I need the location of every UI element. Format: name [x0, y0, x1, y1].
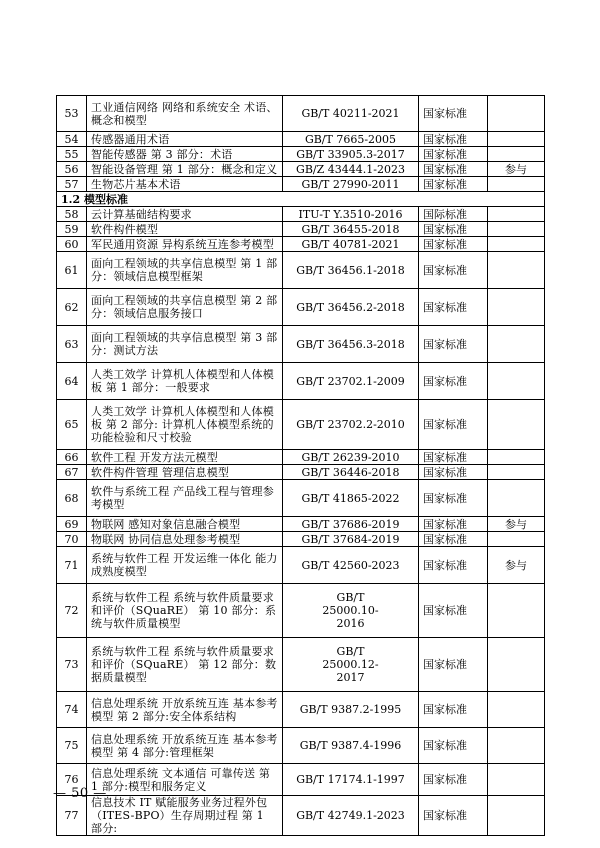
- participation: [488, 177, 545, 192]
- standard-type: 国家标准: [419, 132, 488, 147]
- table-row: [57, 289, 545, 326]
- standard-type: 国家标准: [419, 177, 488, 192]
- participation: [488, 222, 545, 237]
- standard-type: 国家标准: [419, 480, 488, 517]
- standard-code: GB/T 40781-2021: [283, 237, 419, 252]
- section-heading: 1.2 模型标准: [57, 192, 545, 207]
- table-row: [57, 450, 545, 465]
- standard-code: GB/Z 43444.1-2023: [283, 162, 419, 177]
- standard-name: 人类工效学 计算机人体模型和人体模板 第 1 部分：一般要求: [87, 363, 283, 400]
- table-row: [57, 177, 545, 192]
- standard-code: GB/T 42560-2023: [283, 547, 419, 584]
- table-row: [57, 207, 545, 222]
- standard-code: GB/T 36446-2018: [283, 465, 419, 480]
- participation: [488, 132, 545, 147]
- row-number: 53: [57, 96, 87, 132]
- standard-code: GB/T 9387.4-1996: [283, 728, 419, 764]
- standard-type: 国家标准: [419, 252, 488, 289]
- standard-code: GB/T 9387.2-1995: [283, 692, 419, 728]
- participation: [488, 326, 545, 363]
- table-row: [57, 728, 545, 764]
- standard-name: 云计算基础结构要求: [87, 207, 283, 222]
- standard-type: 国家标准: [419, 532, 488, 547]
- standard-type: 国家标准: [419, 363, 488, 400]
- row-number: 61: [57, 252, 87, 289]
- standard-name: 物联网 协同信息处理参考模型: [87, 532, 283, 547]
- standard-name: 信息技术 IT 赋能服务业务过程外包（ITES-BPO）生存周期过程 第 1 部分:: [87, 796, 283, 836]
- table-row: [57, 517, 545, 532]
- table-row: [57, 147, 545, 162]
- standard-type: 国家标准: [419, 400, 488, 450]
- standard-type: 国家标准: [419, 96, 488, 132]
- standard-code: GB/T 26239-2010: [283, 450, 419, 465]
- table-row: [57, 162, 545, 177]
- row-number: 75: [57, 728, 87, 764]
- table-row: [57, 764, 545, 796]
- participation: [488, 796, 545, 836]
- standard-name: 信息处理系统 开放系统互连 基本参考模型 第 2 部分:安全体系结构: [87, 692, 283, 728]
- participation: [488, 237, 545, 252]
- table-row: [57, 237, 545, 252]
- standard-type: 国家标准: [419, 162, 488, 177]
- standard-name: 生物芯片基本术语: [87, 177, 283, 192]
- row-number: 60: [57, 237, 87, 252]
- row-number: 65: [57, 400, 87, 450]
- row-number: 76: [57, 764, 87, 796]
- standard-code: GB/T 36456.2-2018: [283, 289, 419, 326]
- standard-code: GB/T 23702.2-2010: [283, 400, 419, 450]
- standard-type: 国家标准: [419, 547, 488, 584]
- table-row: [57, 532, 545, 547]
- standard-type: 国家标准: [419, 450, 488, 465]
- standard-type: 国家标准: [419, 692, 488, 728]
- standard-type: 国家标准: [419, 796, 488, 836]
- standard-name: 信息处理系统 开放系统互连 基本参考模型 第 4 部分:管理框架: [87, 728, 283, 764]
- standard-code: GB/T 33905.3-2017: [283, 147, 419, 162]
- standard-code: GB/T 17174.1-1997: [283, 764, 419, 796]
- participation: [488, 252, 545, 289]
- table-row: [57, 132, 545, 147]
- row-number: 69: [57, 517, 87, 532]
- standard-name: 面向工程领域的共享信息模型 第 1 部分：领域信息模型框架: [87, 252, 283, 289]
- standard-name: 传感器通用术语: [87, 132, 283, 147]
- standard-type: 国家标准: [419, 326, 488, 363]
- row-number: 56: [57, 162, 87, 177]
- standard-type: 国家标准: [419, 222, 488, 237]
- standard-name: 物联网 感知对象信息融合模型: [87, 517, 283, 532]
- standard-name: 工业通信网络 网络和系统安全 术语、概念和模型: [87, 96, 283, 132]
- standard-type: 国家标准: [419, 584, 488, 638]
- row-number: 73: [57, 638, 87, 692]
- row-number: 59: [57, 222, 87, 237]
- row-number: 57: [57, 177, 87, 192]
- standard-name: 面向工程领域的共享信息模型 第 2 部分：领域信息服务接口: [87, 289, 283, 326]
- standard-name: 面向工程领域的共享信息模型 第 3 部分：测试方法: [87, 326, 283, 363]
- standard-type: 国家标准: [419, 764, 488, 796]
- row-number: 62: [57, 289, 87, 326]
- participation: [488, 692, 545, 728]
- participation: [488, 363, 545, 400]
- row-number: 68: [57, 480, 87, 517]
- participation: [488, 465, 545, 480]
- standard-code: GB/T 41865-2022: [283, 480, 419, 517]
- standard-type: 国家标准: [419, 638, 488, 692]
- row-number: 71: [57, 547, 87, 584]
- standard-type: 国际标准: [419, 207, 488, 222]
- table-row: [57, 363, 545, 400]
- table-row: [57, 96, 545, 132]
- participation: [488, 532, 545, 547]
- participation: [488, 96, 545, 132]
- standard-code: GB/T 23702.1-2009: [283, 363, 419, 400]
- standard-name: 软件构件管理 管理信息模型: [87, 465, 283, 480]
- standard-type: 国家标准: [419, 237, 488, 252]
- participation: [488, 289, 545, 326]
- standard-name: 系统与软件工程 系统与软件质量要求和评价（SQuaRE） 第 12 部分：数据质量模型: [87, 638, 283, 692]
- row-number: 74: [57, 692, 87, 728]
- participation: [488, 450, 545, 465]
- row-number: 58: [57, 207, 87, 222]
- standards-table: [56, 95, 545, 836]
- table-row: [57, 222, 545, 237]
- participation: [488, 147, 545, 162]
- standard-name: 信息处理系统 文本通信 可靠传送 第 1 部分:模型和服务定义: [87, 764, 283, 796]
- standard-code: GB/T 36456.3-2018: [283, 326, 419, 363]
- participation: [488, 728, 545, 764]
- standard-code: GB/T 37686-2019: [283, 517, 419, 532]
- participation: [488, 764, 545, 796]
- standard-name: 智能传感器 第 3 部分：术语: [87, 147, 283, 162]
- row-number: 67: [57, 465, 87, 480]
- participation: [488, 207, 545, 222]
- standard-code: GB/T 27990-2011: [283, 177, 419, 192]
- standard-code: GB/T 37684-2019: [283, 532, 419, 547]
- row-number: 54: [57, 132, 87, 147]
- row-number: 63: [57, 326, 87, 363]
- section-heading-row: [57, 192, 545, 207]
- standard-code: GB/T 25000.10-2016: [283, 584, 419, 638]
- standard-type: 国家标准: [419, 289, 488, 326]
- standard-name: 系统与软件工程 开发运维一体化 能力成熟度模型: [87, 547, 283, 584]
- row-number: 72: [57, 584, 87, 638]
- standard-code: GB/T 25000.12-2017: [283, 638, 419, 692]
- standard-type: 国家标准: [419, 147, 488, 162]
- participation: 参与: [488, 517, 545, 532]
- participation: [488, 400, 545, 450]
- standard-code: GB/T 7665-2005: [283, 132, 419, 147]
- participation: [488, 638, 545, 692]
- participation: 参与: [488, 162, 545, 177]
- row-number: 64: [57, 363, 87, 400]
- standard-code: GB/T 36456.1-2018: [283, 252, 419, 289]
- row-number: 70: [57, 532, 87, 547]
- participation: [488, 480, 545, 517]
- standard-name: 智能设备管理 第 1 部分：概念和定义: [87, 162, 283, 177]
- table-row: [57, 326, 545, 363]
- table-row: [57, 252, 545, 289]
- participation: 参与: [488, 547, 545, 584]
- standard-code: GB/T 36455-2018: [283, 222, 419, 237]
- table-row: [57, 584, 545, 638]
- table-row: [57, 480, 545, 517]
- table-row: [57, 547, 545, 584]
- standard-code: ITU-T Y.3510-2016: [283, 207, 419, 222]
- row-number: 55: [57, 147, 87, 162]
- standard-name: 软件构件模型: [87, 222, 283, 237]
- standards-table-body: [57, 96, 545, 836]
- row-number: 66: [57, 450, 87, 465]
- table-row: [57, 465, 545, 480]
- standard-type: 国家标准: [419, 728, 488, 764]
- table-row: [57, 400, 545, 450]
- standard-code: GB/T 42749.1-2023: [283, 796, 419, 836]
- standard-type: 国家标准: [419, 465, 488, 480]
- standard-type: 国家标准: [419, 517, 488, 532]
- row-number: 77: [57, 796, 87, 836]
- table-row: [57, 692, 545, 728]
- standard-name: 人类工效学 计算机人体模型和人体模板 第 2 部分: 计算机人体模型系统的功能检验和尺寸校验: [87, 400, 283, 450]
- standard-name: 系统与软件工程 系统与软件质量要求和评价（SQuaRE） 第 10 部分：系统与软件质量模型: [87, 584, 283, 638]
- standard-name: 软件与系统工程 产品线工程与管理参考模型: [87, 480, 283, 517]
- page-number: — 50 —: [53, 786, 107, 801]
- standard-name: 软件工程 开发方法元模型: [87, 450, 283, 465]
- standard-name: 军民通用资源 异构系统互连参考模型: [87, 237, 283, 252]
- table-row: [57, 638, 545, 692]
- participation: [488, 584, 545, 638]
- standard-code: GB/T 40211-2021: [283, 96, 419, 132]
- table-row: [57, 796, 545, 836]
